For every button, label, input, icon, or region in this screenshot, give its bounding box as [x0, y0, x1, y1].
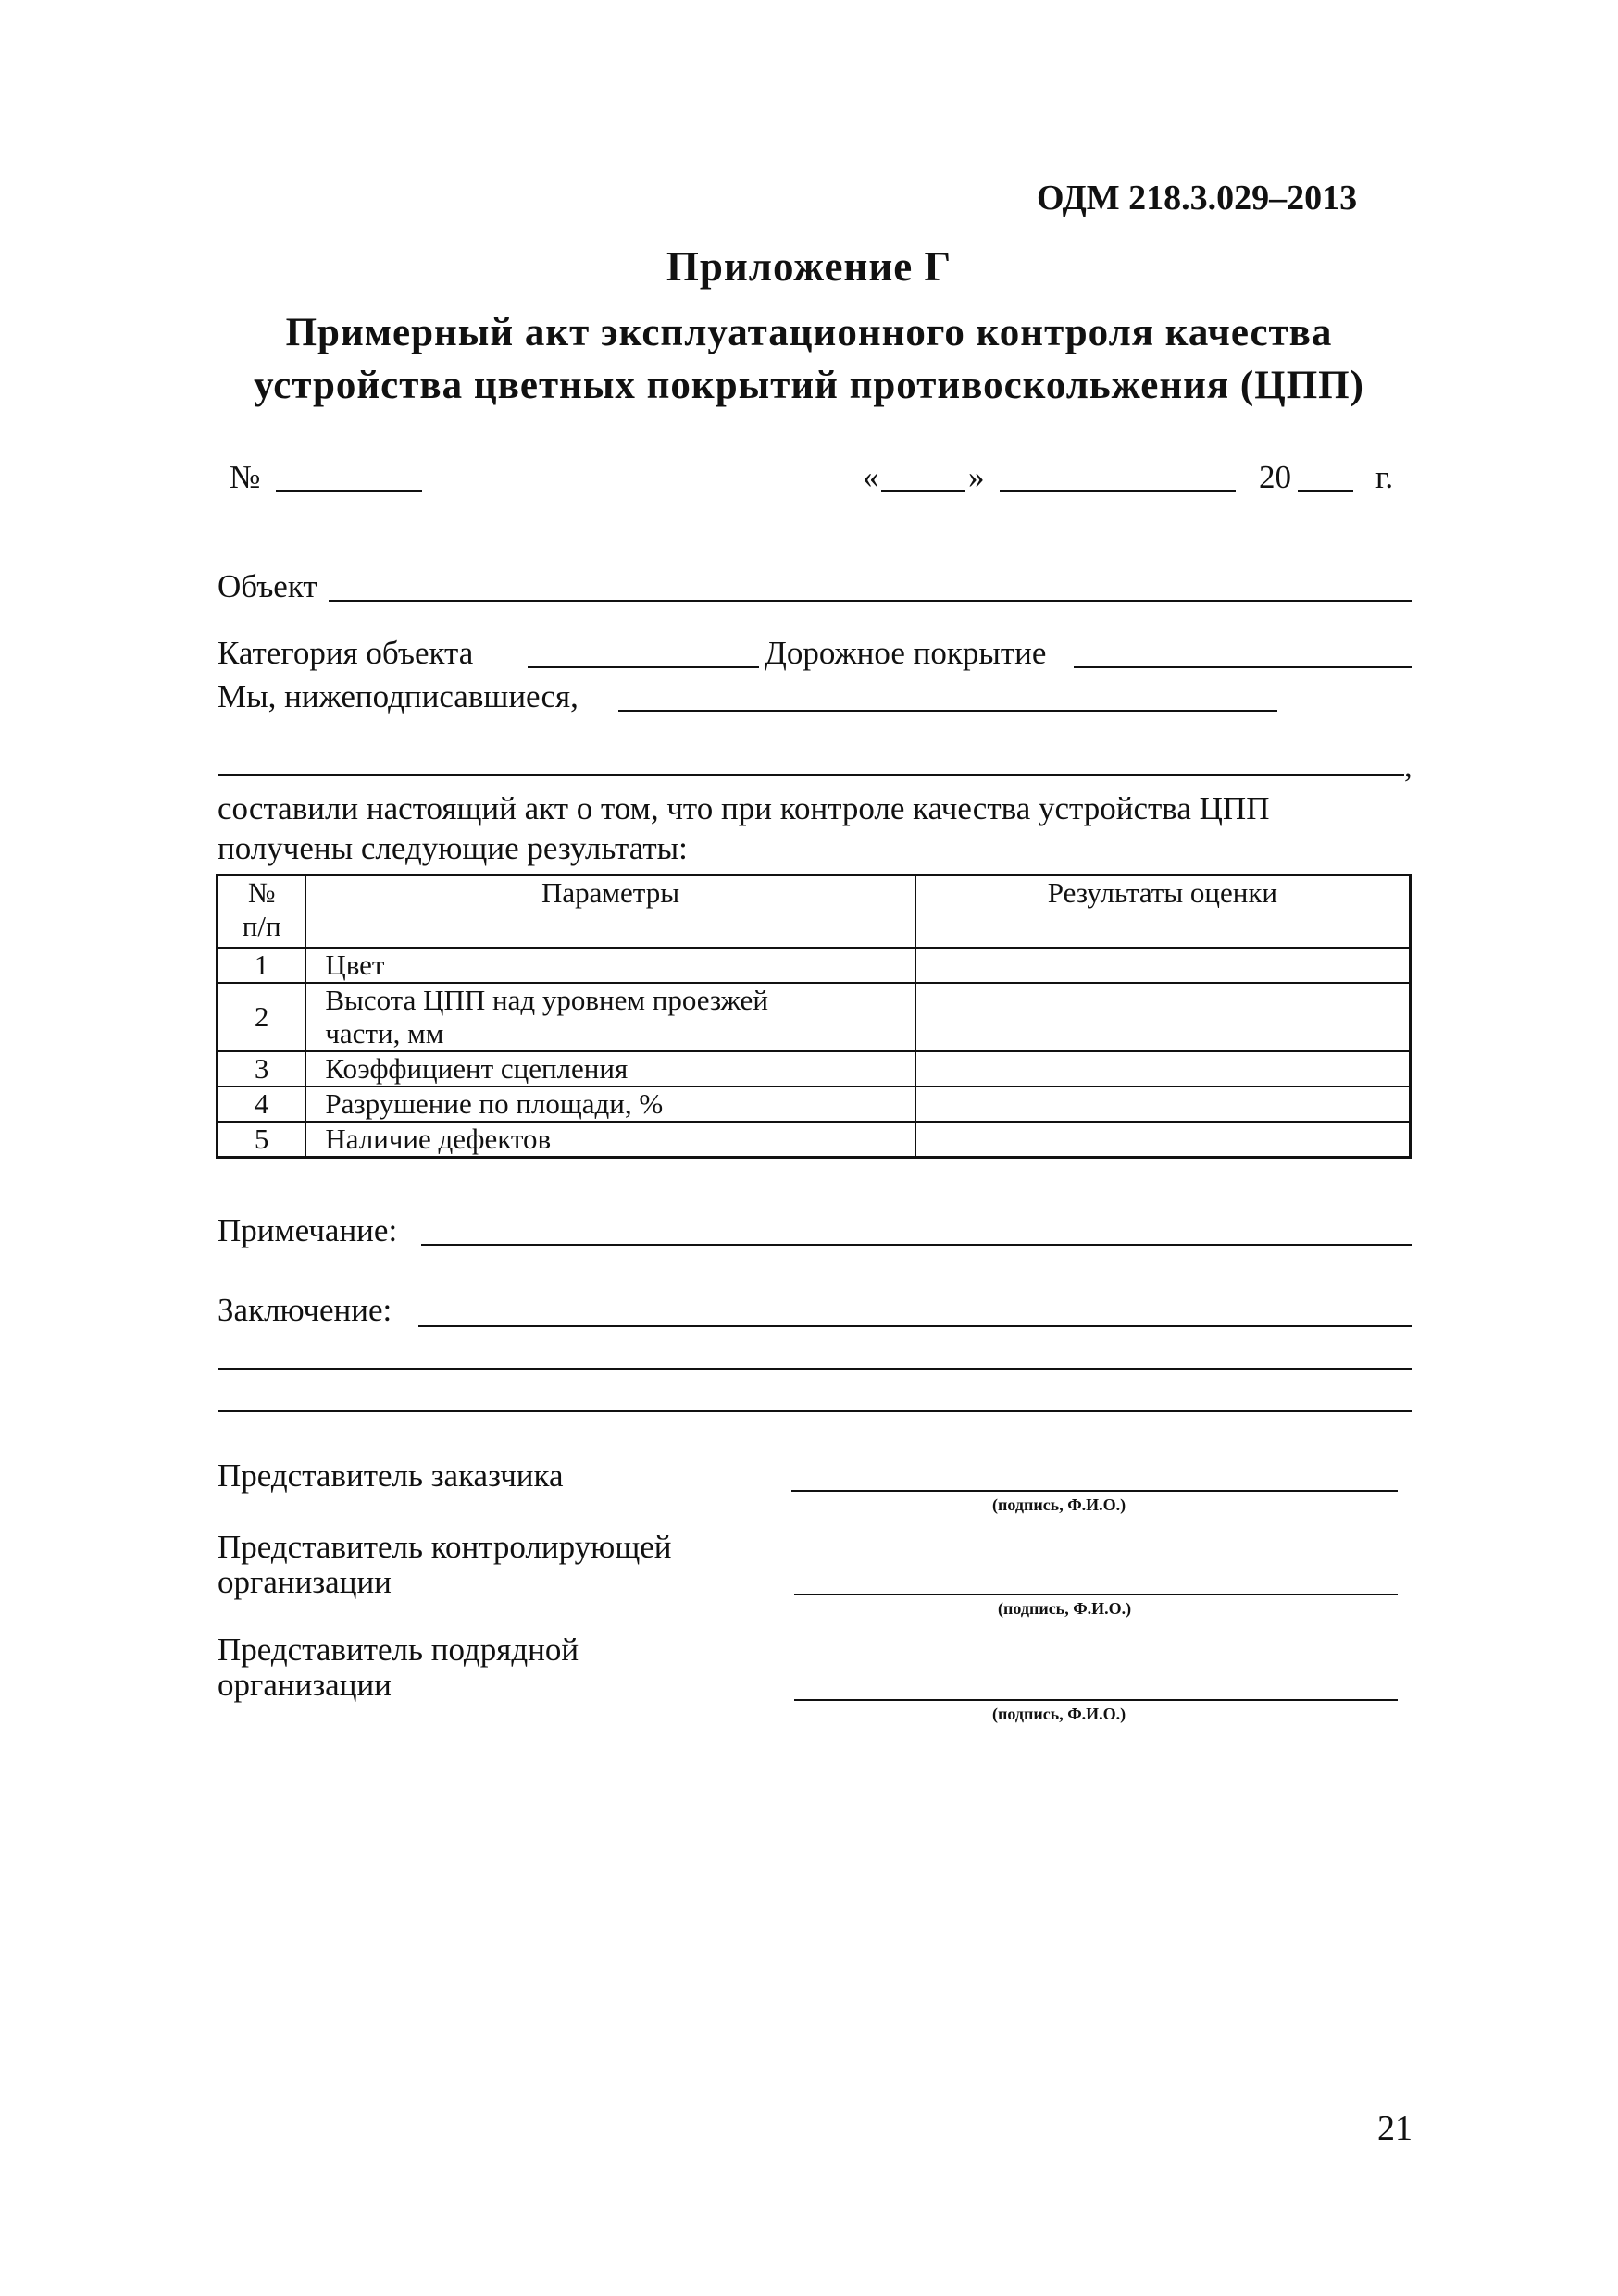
note-field[interactable]: [421, 1244, 1412, 1246]
statement-line-1: составили настоящий акт о том, что при контроле качества устройства ЦПП: [218, 790, 1270, 826]
row-number: 1: [218, 948, 306, 983]
date-year-field[interactable]: [1298, 490, 1353, 492]
number-label: №: [230, 459, 261, 495]
row-number: 4: [218, 1086, 306, 1122]
category-field[interactable]: [528, 666, 759, 668]
number-field[interactable]: [276, 490, 422, 492]
undersigned-field[interactable]: [618, 710, 1277, 712]
row-parameter: Цвет: [305, 948, 915, 983]
row-parameter: Разрушение по площади, %: [305, 1086, 915, 1122]
row-result-cell[interactable]: [915, 1051, 1411, 1086]
row-result-cell[interactable]: [915, 948, 1411, 983]
header-parameters: Параметры: [305, 875, 915, 949]
comma: ,: [1404, 748, 1413, 784]
date-day-field[interactable]: [881, 490, 965, 492]
note-label: Примечание:: [218, 1212, 398, 1248]
title-line-2: устройства цветных покрытий противоскольжения (ЦПП): [254, 364, 1364, 407]
row-parameter: Коэффициент сцепления: [305, 1051, 915, 1086]
contractor-representative-label-1: Представитель подрядной: [218, 1632, 579, 1668]
header-number-line-1: №: [247, 876, 276, 909]
object-label: Объект: [218, 568, 317, 604]
road-surface-field[interactable]: [1074, 666, 1412, 668]
customer-representative-label: Представитель заказчика: [218, 1458, 564, 1494]
date-close-quote: »: [968, 459, 985, 495]
undersigned-label: Мы, нижеподписавшиеся,: [218, 678, 579, 714]
conclusion-field[interactable]: [418, 1325, 1412, 1327]
road-surface-label: Дорожное покрытие: [765, 635, 1047, 671]
table-row: [218, 948, 1411, 983]
object-field[interactable]: [329, 600, 1412, 602]
undersigned-continuation-field[interactable]: [218, 774, 1404, 776]
controlling-representative-label-1: Представитель контролирующей: [218, 1529, 672, 1565]
appendix-heading: Приложение Г: [666, 243, 952, 290]
controlling-signature-caption: (подпись, Ф.И.О.): [998, 1599, 1132, 1618]
category-label: Категория объекта: [218, 635, 474, 671]
conclusion-field-line-2[interactable]: [218, 1368, 1412, 1370]
row-result-cell[interactable]: [915, 983, 1411, 1051]
year-prefix: 20: [1259, 459, 1291, 495]
row-parameter: Наличие дефектов: [305, 1122, 915, 1158]
year-suffix: г.: [1375, 459, 1394, 495]
row-result-cell[interactable]: [915, 1122, 1411, 1158]
results-table: [216, 874, 1412, 1159]
contractor-representative-label-2: организации: [218, 1667, 392, 1703]
customer-signature-field[interactable]: [791, 1490, 1398, 1492]
header-number: [218, 875, 306, 949]
controlling-representative-label-2: организации: [218, 1564, 392, 1600]
title-line-1: Примерный акт эксплуатационного контроля качества: [285, 311, 1333, 354]
document-code: ОДМ 218.3.029–2013: [1037, 179, 1358, 217]
date-open-quote: «: [863, 459, 879, 495]
row-parameter: [305, 983, 915, 1051]
statement-line-2: получены следующие результаты:: [218, 830, 688, 866]
header-number-line-2: п/п: [242, 910, 281, 942]
controlling-signature-field[interactable]: [794, 1594, 1398, 1595]
conclusion-label: Заключение:: [218, 1292, 392, 1328]
row-number: 2: [218, 983, 306, 1051]
conclusion-field-line-3[interactable]: [218, 1410, 1412, 1412]
date-month-field[interactable]: [1000, 490, 1236, 492]
table-row: [218, 1122, 1411, 1158]
page-number: 21: [1377, 2109, 1413, 2148]
row-number: 5: [218, 1122, 306, 1158]
row-parameter-line-1: Высота ЦПП над уровнем проезжей: [325, 984, 768, 1016]
table-row: [218, 1051, 1411, 1086]
contractor-signature-caption: (подпись, Ф.И.О.): [992, 1705, 1126, 1723]
table-header-row: [218, 875, 1411, 949]
row-result-cell[interactable]: [915, 1086, 1411, 1122]
contractor-signature-field[interactable]: [794, 1699, 1398, 1701]
row-parameter-line-2: части, мм: [325, 1017, 444, 1049]
row-number: 3: [218, 1051, 306, 1086]
table-row: [218, 1086, 1411, 1122]
customer-signature-caption: (подпись, Ф.И.О.): [992, 1496, 1126, 1514]
table-row: [218, 983, 1411, 1051]
header-results: Результаты оценки: [915, 875, 1411, 949]
